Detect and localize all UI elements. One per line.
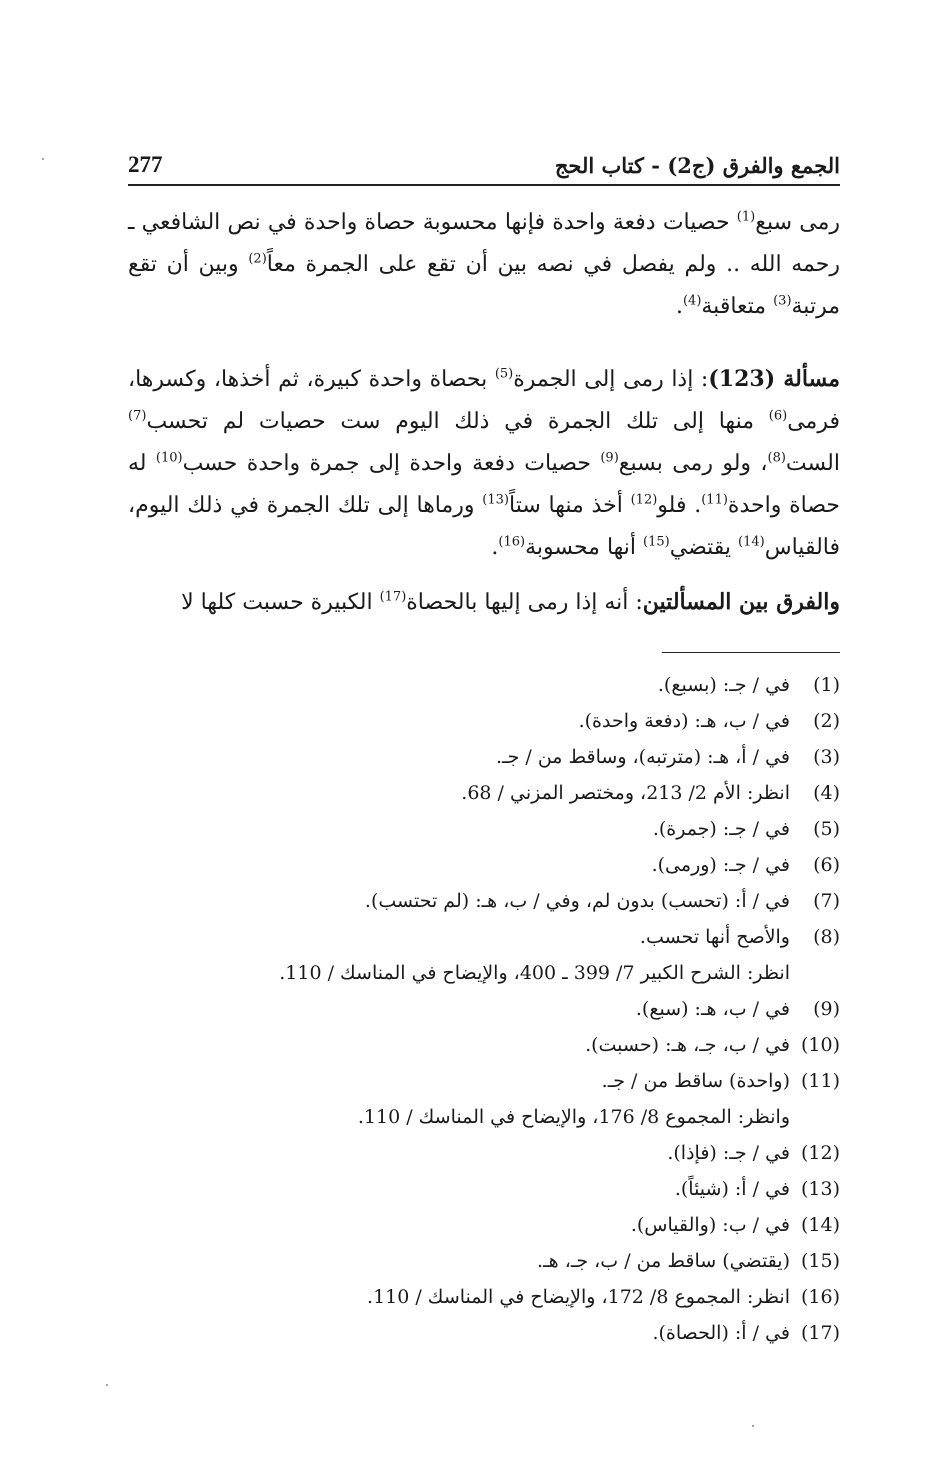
footnote-item <box>128 739 840 775</box>
footnotes-list <box>128 667 840 1351</box>
footnote-number: (8) <box>813 926 840 948</box>
footnote-text: في / ب، هـ: (سبع). <box>635 998 790 1020</box>
footnote-number: (15) <box>800 1250 840 1272</box>
text-span: الكبيرة حسبت كلها لا <box>181 590 380 615</box>
footnote-ref: (7) <box>128 408 147 424</box>
text-span: ورماها إلى تلك الجمرة في ذلك اليوم، فالقياس <box>128 493 840 560</box>
footnote-item <box>128 1207 840 1243</box>
scan-speck <box>752 1425 754 1427</box>
footnote-text: (يقتضي) ساقط من / ب، جـ، هـ. <box>537 1250 790 1272</box>
scan-speck <box>106 1384 108 1386</box>
footnote-ref: (6) <box>768 408 788 424</box>
footnote-ref: (2) <box>248 251 267 267</box>
footnote-text: في / جـ: (بسبع). <box>657 674 790 696</box>
running-title: الجمع والفرق (ج2) - كتاب الحج <box>554 153 840 178</box>
footnote-text: في / ب، هـ: (دفعة واحدة). <box>578 710 790 732</box>
text-span: الست <box>785 451 840 476</box>
footnote-text: في / جـ: (جمرة). <box>652 818 790 840</box>
footnote-number: (11) <box>800 1070 840 1092</box>
text-span: حصيات دفعة واحدة فإنها محسوبة حصاة واحدة في نص الشافعي ـ رحمه الله .. ولم يفصل في نصه بين أن تقع على الجمرة معاً <box>128 210 840 277</box>
footnote-ref: (9) <box>600 450 619 466</box>
footnote-ref: (4) <box>682 293 702 309</box>
footnote-text: في / ب: (والقياس). <box>630 1214 790 1236</box>
text-span: متعاقبة <box>701 294 774 319</box>
footnote-text: في / أ: (تحسب) بدون لم، وفي / ب، هـ: (لم تحتسب). <box>364 890 790 912</box>
footnote-ref: (5) <box>494 366 514 382</box>
footnote-number: (16) <box>800 1286 840 1308</box>
footnote-item <box>128 991 840 1027</box>
footnote-number: (1) <box>813 674 840 696</box>
footnote-number: (17) <box>800 1322 840 1344</box>
footnote-ref: (10) <box>155 450 183 466</box>
footnote-text: في / أ: (الحصاة). <box>652 1322 790 1344</box>
text-span: : إذا رمى إلى الجمرة <box>513 367 709 392</box>
text-span: له حصاة واحدة <box>128 451 840 518</box>
footnote-ref: (3) <box>773 293 792 309</box>
text-span: أنها محسوبة <box>525 535 644 560</box>
footnote-item <box>128 919 840 955</box>
footnote-item <box>128 1315 840 1351</box>
text-span: . <box>491 535 499 560</box>
footnote-text: في / أ، هـ: (مترتبه)، وساقط من / جـ. <box>496 746 790 768</box>
footnote-number: (5) <box>813 818 840 840</box>
footnote-text: انظر: الشرح الكبير 7/ 399 ـ 400، والإيضاح في المناسك / 110. <box>279 962 790 984</box>
footnote-item <box>128 1243 840 1279</box>
footnote-text: في / جـ: (فإذا). <box>667 1142 790 1164</box>
footnote-ref: (13) <box>482 492 509 508</box>
book-page <box>128 140 840 1351</box>
page-number: 277 <box>128 152 163 177</box>
masala-heading: مسألة (123) <box>708 366 840 392</box>
footnote-item <box>128 811 840 847</box>
page-header <box>128 140 840 184</box>
text-span: منها إلى تلك الجمرة في ذلك اليوم ست حصيات لم تحسب <box>146 409 769 434</box>
footnote-ref: (16) <box>498 534 526 550</box>
text-span: ، ولو رمى بسبع <box>618 451 768 476</box>
footnote-number: (3) <box>813 746 840 768</box>
footnote-ref: (17) <box>379 589 407 605</box>
footnote-ref: (11) <box>701 492 728 508</box>
scan-speck <box>42 158 44 160</box>
footnote-item <box>128 667 840 703</box>
footnote-number: (10) <box>800 1034 840 1056</box>
footnote-number: (7) <box>813 890 840 912</box>
footnote-item <box>128 883 840 919</box>
footnote-text: انظر: الأم 2/ 213، ومختصر المزني / 68. <box>461 782 790 804</box>
footnote-item <box>128 1063 840 1099</box>
footnote-text: والأصح أنها تحسب. <box>639 926 790 948</box>
footnote-item <box>128 703 840 739</box>
footnote-text: انظر: المجموع 8/ 172، والإيضاح في المناسك / 110. <box>367 1286 790 1308</box>
footnote-text: وانظر: المجموع 8/ 176، والإيضاح في المناسك / 110. <box>357 1106 790 1128</box>
footnote-separator <box>662 652 840 653</box>
header-rule <box>128 184 840 186</box>
text-span: وبين أن تقع مرتبة <box>128 252 840 319</box>
text-span: رمى سبع <box>755 210 840 235</box>
footnote-number: (9) <box>813 998 840 1020</box>
text-span: : أنه إذا رمى إليها بالحصاة <box>406 590 643 615</box>
footnote-item <box>128 1027 840 1063</box>
footnote-item <box>128 847 840 883</box>
footnote-number: (6) <box>813 854 840 876</box>
footnote-ref: (15) <box>643 534 670 550</box>
footnote-number: (14) <box>800 1214 840 1236</box>
footnote-continuation <box>128 955 840 991</box>
text-span: أخذ منها ستاً <box>509 493 631 518</box>
footnote-ref: (14) <box>738 534 765 550</box>
footnote-ref: (8) <box>767 450 786 466</box>
footnote-number: (13) <box>800 1178 840 1200</box>
footnote-item <box>128 1279 840 1315</box>
text-span: حصيات دفعة واحدة إلى جمرة واحدة حسب <box>182 451 601 476</box>
footnote-number: (4) <box>813 782 840 804</box>
footnote-ref: (12) <box>630 492 658 508</box>
footnote-number: (12) <box>800 1142 840 1164</box>
footnote-text: في / ب، جـ، هـ: (حسبت). <box>585 1034 790 1056</box>
difference-heading: والفرق بين المسألتين <box>642 589 840 615</box>
footnote-text: (واحدة) ساقط من / جـ. <box>601 1070 790 1092</box>
footnote-number: (2) <box>813 710 840 732</box>
paragraph-1 <box>128 202 840 328</box>
text-span: يقتضي <box>669 535 739 560</box>
text-span: . <box>675 294 683 319</box>
paragraph-masala-123 <box>128 358 840 569</box>
footnote-item <box>128 1171 840 1207</box>
text-span: بحصاة واحدة كبيرة، ثم أخذها، وكسرها، فرمى <box>128 367 840 434</box>
footnote-continuation <box>128 1099 840 1135</box>
footnote-text: في / جـ: (ورمى). <box>651 854 790 876</box>
footnote-ref: (1) <box>736 209 756 225</box>
footnote-text: في / أ: (شيئاً). <box>674 1178 790 1200</box>
footnote-item <box>128 775 840 811</box>
footnote-item <box>128 1135 840 1171</box>
paragraph-difference <box>128 581 840 624</box>
text-span: . فلو <box>657 493 702 518</box>
